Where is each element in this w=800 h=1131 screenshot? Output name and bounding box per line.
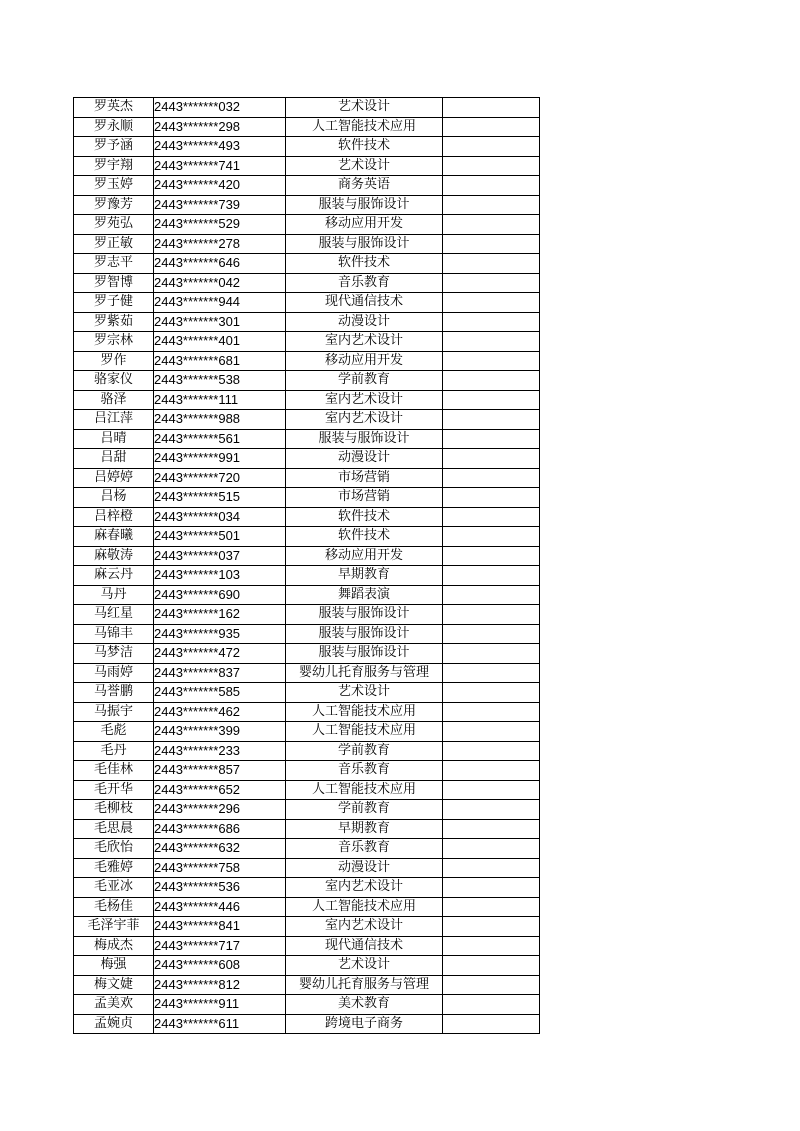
empty-cell [443,137,540,157]
table-row [74,995,540,1015]
table-row [74,195,540,215]
empty-cell [443,390,540,410]
major-cell: 人工智能技术应用 [286,722,443,742]
student-name-cell: 马梦洁 [74,644,154,664]
empty-cell [443,741,540,761]
empty-cell [443,917,540,937]
major-cell: 移动应用开发 [286,215,443,235]
table-row [74,98,540,118]
student-name-cell: 罗志平 [74,254,154,274]
student-name-cell: 马锦丰 [74,624,154,644]
table-row [74,371,540,391]
empty-cell [443,839,540,859]
major-cell: 服装与服饰设计 [286,644,443,664]
table-row [74,176,540,196]
empty-cell [443,683,540,703]
major-cell: 服装与服饰设计 [286,234,443,254]
student-name-cell: 毛欣怡 [74,839,154,859]
student-id-cell: 2443*******720 [154,468,286,488]
major-cell: 舞蹈表演 [286,585,443,605]
table-row [74,702,540,722]
table-row [74,644,540,664]
major-cell: 软件技术 [286,507,443,527]
table-row [74,215,540,235]
major-cell: 市场营销 [286,488,443,508]
student-name-cell: 罗玉婷 [74,176,154,196]
major-cell: 移动应用开发 [286,546,443,566]
table-row [74,839,540,859]
empty-cell [443,624,540,644]
major-cell: 音乐教育 [286,273,443,293]
major-cell: 学前教育 [286,371,443,391]
student-name-cell: 罗永顺 [74,117,154,137]
student-name-cell: 麻春曦 [74,527,154,547]
student-id-cell: 2443*******037 [154,546,286,566]
student-name-cell: 罗作 [74,351,154,371]
major-cell: 跨境电子商务 [286,1014,443,1034]
student-id-cell: 2443*******536 [154,878,286,898]
table-row [74,858,540,878]
empty-cell [443,429,540,449]
table-row [74,917,540,937]
table-row [74,800,540,820]
student-name-cell: 毛开华 [74,780,154,800]
student-id-cell: 2443*******301 [154,312,286,332]
student-id-cell: 2443*******538 [154,371,286,391]
table-row [74,956,540,976]
student-name-cell: 毛亚冰 [74,878,154,898]
empty-cell [443,644,540,664]
roster-body [74,98,540,1034]
table-row [74,254,540,274]
table-row [74,761,540,781]
student-id-cell: 2443*******233 [154,741,286,761]
empty-cell [443,780,540,800]
student-id-cell: 2443*******911 [154,995,286,1015]
empty-cell [443,566,540,586]
empty-cell [443,995,540,1015]
student-id-cell: 2443*******652 [154,780,286,800]
table-row [74,975,540,995]
student-name-cell: 毛柳枝 [74,800,154,820]
student-name-cell: 麻云丹 [74,566,154,586]
major-cell: 市场营销 [286,468,443,488]
student-name-cell: 马丹 [74,585,154,605]
student-name-cell: 梅成杰 [74,936,154,956]
student-name-cell: 吕梓橙 [74,507,154,527]
student-id-cell: 2443*******162 [154,605,286,625]
table-row [74,585,540,605]
empty-cell [443,293,540,313]
table-row [74,449,540,469]
student-name-cell: 毛杨佳 [74,897,154,917]
table-row [74,605,540,625]
student-id-cell: 2443*******857 [154,761,286,781]
student-name-cell: 马誉鹏 [74,683,154,703]
major-cell: 移动应用开发 [286,351,443,371]
student-id-cell: 2443*******420 [154,176,286,196]
student-id-cell: 2443*******758 [154,858,286,878]
student-name-cell: 麻敬涛 [74,546,154,566]
table-row [74,488,540,508]
student-name-cell: 罗豫芳 [74,195,154,215]
empty-cell [443,975,540,995]
empty-cell [443,819,540,839]
empty-cell [443,546,540,566]
empty-cell [443,215,540,235]
major-cell: 动漫设计 [286,312,443,332]
student-name-cell: 毛思晨 [74,819,154,839]
student-name-cell: 罗予涵 [74,137,154,157]
major-cell: 婴幼儿托育服务与管理 [286,975,443,995]
empty-cell [443,195,540,215]
student-id-cell: 2443*******032 [154,98,286,118]
empty-cell [443,956,540,976]
table-row [74,234,540,254]
student-name-cell: 吕婷婷 [74,468,154,488]
major-cell: 早期教育 [286,819,443,839]
empty-cell [443,702,540,722]
table-row [74,312,540,332]
major-cell: 现代通信技术 [286,936,443,956]
major-cell: 艺术设计 [286,956,443,976]
student-name-cell: 罗正敏 [74,234,154,254]
table-row [74,410,540,430]
empty-cell [443,449,540,469]
empty-cell [443,468,540,488]
major-cell: 人工智能技术应用 [286,117,443,137]
student-id-cell: 2443*******296 [154,800,286,820]
table-row [74,429,540,449]
empty-cell [443,273,540,293]
major-cell: 音乐教育 [286,761,443,781]
student-id-cell: 2443*******462 [154,702,286,722]
major-cell: 室内艺术设计 [286,410,443,430]
table-row [74,156,540,176]
student-id-cell: 2443*******632 [154,839,286,859]
empty-cell [443,722,540,742]
empty-cell [443,761,540,781]
major-cell: 服装与服饰设计 [286,605,443,625]
major-cell: 人工智能技术应用 [286,702,443,722]
table-row [74,1014,540,1034]
major-cell: 艺术设计 [286,156,443,176]
empty-cell [443,371,540,391]
student-id-cell: 2443*******717 [154,936,286,956]
table-row [74,351,540,371]
table-row [74,722,540,742]
empty-cell [443,98,540,118]
table-row [74,936,540,956]
empty-cell [443,234,540,254]
student-name-cell: 罗智博 [74,273,154,293]
major-cell: 室内艺术设计 [286,878,443,898]
student-id-cell: 2443*******812 [154,975,286,995]
major-cell: 动漫设计 [286,858,443,878]
empty-cell [443,117,540,137]
student-id-cell: 2443*******988 [154,410,286,430]
major-cell: 人工智能技术应用 [286,897,443,917]
student-name-cell: 毛彪 [74,722,154,742]
student-name-cell: 马振宇 [74,702,154,722]
student-id-cell: 2443*******111 [154,390,286,410]
student-name-cell: 梅强 [74,956,154,976]
empty-cell [443,897,540,917]
table-row [74,390,540,410]
student-name-cell: 吕晴 [74,429,154,449]
student-id-cell: 2443*******278 [154,234,286,254]
table-row [74,663,540,683]
student-id-cell: 2443*******493 [154,137,286,157]
student-id-cell: 2443*******739 [154,195,286,215]
student-name-cell: 吕甜 [74,449,154,469]
major-cell: 商务英语 [286,176,443,196]
student-name-cell: 孟美欢 [74,995,154,1015]
table-row [74,683,540,703]
table-row [74,332,540,352]
major-cell: 现代通信技术 [286,293,443,313]
student-name-cell: 毛雅婷 [74,858,154,878]
table-row [74,117,540,137]
major-cell: 艺术设计 [286,683,443,703]
table-row [74,780,540,800]
major-cell: 室内艺术设计 [286,332,443,352]
student-id-cell: 2443*******690 [154,585,286,605]
major-cell: 婴幼儿托育服务与管理 [286,663,443,683]
student-roster-table [73,97,540,1034]
empty-cell [443,254,540,274]
table-row [74,137,540,157]
table-row [74,741,540,761]
student-id-cell: 2443*******681 [154,351,286,371]
student-id-cell: 2443*******935 [154,624,286,644]
student-name-cell: 梅文婕 [74,975,154,995]
major-cell: 软件技术 [286,137,443,157]
table-row [74,293,540,313]
student-id-cell: 2443*******646 [154,254,286,274]
empty-cell [443,878,540,898]
student-id-cell: 2443*******608 [154,956,286,976]
student-id-cell: 2443*******837 [154,663,286,683]
major-cell: 室内艺术设计 [286,917,443,937]
empty-cell [443,156,540,176]
empty-cell [443,585,540,605]
student-name-cell: 马雨婷 [74,663,154,683]
table-row [74,468,540,488]
student-name-cell: 骆家仪 [74,371,154,391]
major-cell: 软件技术 [286,527,443,547]
major-cell: 音乐教育 [286,839,443,859]
student-id-cell: 2443*******611 [154,1014,286,1034]
table-row [74,897,540,917]
table-row [74,273,540,293]
major-cell: 服装与服饰设计 [286,195,443,215]
student-name-cell: 罗英杰 [74,98,154,118]
student-id-cell: 2443*******561 [154,429,286,449]
student-id-cell: 2443*******515 [154,488,286,508]
student-id-cell: 2443*******501 [154,527,286,547]
empty-cell [443,605,540,625]
student-id-cell: 2443*******991 [154,449,286,469]
student-id-cell: 2443*******585 [154,683,286,703]
student-id-cell: 2443*******399 [154,722,286,742]
student-id-cell: 2443*******042 [154,273,286,293]
student-id-cell: 2443*******529 [154,215,286,235]
student-id-cell: 2443*******841 [154,917,286,937]
student-name-cell: 吕江萍 [74,410,154,430]
student-name-cell: 罗紫茹 [74,312,154,332]
major-cell: 学前教育 [286,800,443,820]
student-id-cell: 2443*******034 [154,507,286,527]
student-name-cell: 毛泽宇菲 [74,917,154,937]
student-name-cell: 孟婉贞 [74,1014,154,1034]
student-id-cell: 2443*******472 [154,644,286,664]
student-name-cell: 马红星 [74,605,154,625]
empty-cell [443,1014,540,1034]
empty-cell [443,663,540,683]
major-cell: 学前教育 [286,741,443,761]
student-id-cell: 2443*******401 [154,332,286,352]
table-row [74,819,540,839]
major-cell: 人工智能技术应用 [286,780,443,800]
major-cell: 服装与服饰设计 [286,429,443,449]
major-cell: 早期教育 [286,566,443,586]
major-cell: 艺术设计 [286,98,443,118]
empty-cell [443,800,540,820]
student-id-cell: 2443*******944 [154,293,286,313]
student-id-cell: 2443*******298 [154,117,286,137]
major-cell: 美术教育 [286,995,443,1015]
student-name-cell: 毛佳林 [74,761,154,781]
empty-cell [443,527,540,547]
table-row [74,527,540,547]
empty-cell [443,936,540,956]
empty-cell [443,488,540,508]
table-row [74,624,540,644]
major-cell: 软件技术 [286,254,443,274]
empty-cell [443,858,540,878]
empty-cell [443,507,540,527]
student-id-cell: 2443*******103 [154,566,286,586]
student-name-cell: 吕杨 [74,488,154,508]
empty-cell [443,332,540,352]
major-cell: 室内艺术设计 [286,390,443,410]
student-name-cell: 罗宗林 [74,332,154,352]
student-name-cell: 骆泽 [74,390,154,410]
student-name-cell: 罗苑弘 [74,215,154,235]
student-id-cell: 2443*******686 [154,819,286,839]
student-id-cell: 2443*******741 [154,156,286,176]
student-id-cell: 2443*******446 [154,897,286,917]
empty-cell [443,176,540,196]
student-name-cell: 罗子健 [74,293,154,313]
empty-cell [443,351,540,371]
empty-cell [443,312,540,332]
table-row [74,507,540,527]
table-row [74,566,540,586]
empty-cell [443,410,540,430]
table-row [74,546,540,566]
student-name-cell: 毛丹 [74,741,154,761]
major-cell: 服装与服饰设计 [286,624,443,644]
student-name-cell: 罗宇翔 [74,156,154,176]
major-cell: 动漫设计 [286,449,443,469]
table-row [74,878,540,898]
